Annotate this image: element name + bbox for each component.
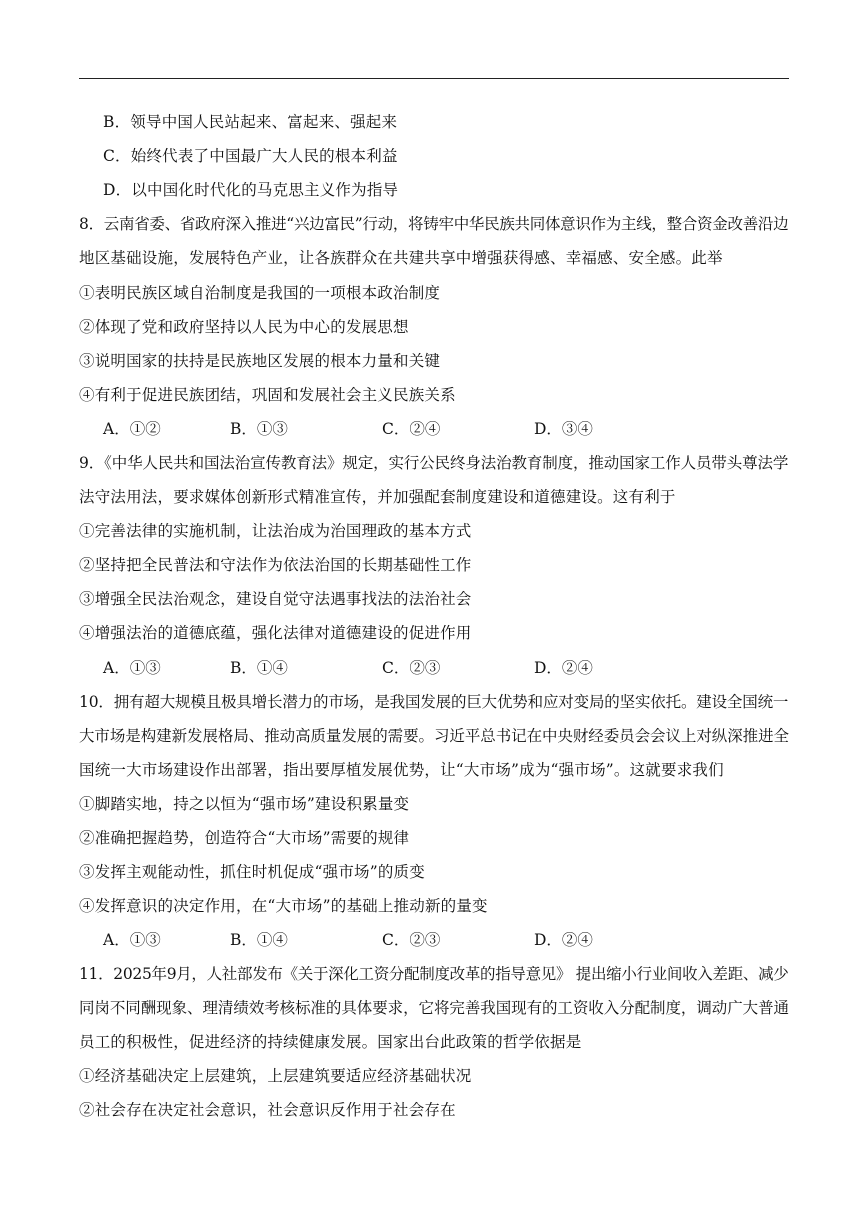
q9-stem-line-1: 9．《中华人民共和国法治宣传教育法》规定，实行公民终身法治教育制度，推动国家工作人员带头尊法学: [79, 454, 789, 472]
q11-stem-line-1: 11．2025年9月，人社部发布《关于深化工资分配制度改革的指导意见》 提出缩小行业间收入差距、减少: [79, 965, 789, 983]
q8-choices: [0, 419, 868, 439]
q8-statement-4: ④有利于促进民族团结，巩固和发展社会主义民族关系: [79, 386, 456, 404]
q8-choice-c: C．②④: [382, 420, 441, 438]
q11-stem-line-2: 同岗不同酬现象、理清绩效考核标准的具体要求，它将完善我国现有的工资收入分配制度，调动广大普通: [79, 999, 789, 1017]
q9-statement-2: ②坚持把全民普法和守法作为依法治国的长期基础性工作: [79, 556, 472, 574]
q7-option-c: C．始终代表了中国最广大人民的根本利益: [103, 147, 398, 165]
q8-choice-a: A．①②: [103, 420, 161, 438]
q7-option-d: D．以中国化时代化的马克思主义作为指导: [103, 181, 399, 199]
q9-choice-c: C．②③: [382, 659, 441, 677]
q8-stem-line-1: 8．云南省委、省政府深入推进“兴边富民”行动，将铸牢中华民族共同体意识作为主线，整合资金改善沿边: [79, 215, 789, 233]
q9-statement-4: ④增强法治的道德底蕴，强化法律对道德建设的促进作用: [79, 624, 472, 642]
q9-choices: [0, 658, 868, 678]
q10-choices: [0, 930, 868, 950]
q8-stem-line-2: 地区基础设施，发展特色产业，让各族群众在共建共享中增强获得感、幸福感、安全感。此举: [79, 249, 723, 267]
q10-statement-4: ④发挥意识的决定作用，在“大市场”的基础上推动新的量变: [79, 897, 488, 915]
q10-stem-line-1: 10．拥有超大规模且极具增长潜力的市场，是我国发展的巨大优势和应对变局的坚实依托。建设全国统一: [79, 693, 789, 711]
q8-choice-d: D．③④: [534, 420, 593, 438]
q8-choice-b: B．①③: [230, 420, 288, 438]
q8-statement-3: ③说明国家的扶持是民族地区发展的根本力量和关键: [79, 352, 441, 370]
q10-choice-c: C．②③: [382, 931, 441, 949]
q8-statement-1: ①表明民族区域自治制度是我国的一项根本政治制度: [79, 284, 441, 302]
q10-statement-3: ③发挥主观能动性，抓住时机促成“强市场”的质变: [79, 863, 425, 881]
q9-choice-a: A．①③: [103, 659, 161, 677]
q9-stem-line-2: 法守法用法，要求媒体创新形式精准宣传，并加强配套制度建设和道德建设。这有利于: [79, 488, 676, 506]
q10-statement-1: ①脚踏实地，持之以恒为“强市场”建设积累量变: [79, 795, 410, 813]
q9-statement-3: ③增强全民法治观念，建设自觉守法遇事找法的法治社会: [79, 590, 472, 608]
q10-statement-2: ②准确把握趋势，创造符合“大市场”需要的规律: [79, 829, 410, 847]
q9-statement-1: ①完善法律的实施机制，让法治成为治国理政的基本方式: [79, 522, 472, 540]
q10-choice-d: D．②④: [534, 931, 593, 949]
q9-choice-d: D．②④: [534, 659, 593, 677]
q10-stem-line-3: 国统一大市场建设作出部署，指出要厚植发展优势，让“大市场”成为“强市场”。这就要求我们: [79, 761, 724, 779]
header-rule: [79, 78, 789, 79]
q8-statement-2: ②体现了党和政府坚持以人民为中心的发展思想: [79, 318, 409, 336]
q10-choice-b: B．①④: [230, 931, 288, 949]
q11-statement-2: ②社会存在决定社会意识，社会意识反作用于社会存在: [79, 1101, 456, 1119]
q7-option-b: B．领导中国人民站起来、富起来、强起来: [103, 113, 398, 131]
q10-choice-a: A．①③: [103, 931, 161, 949]
q10-stem-line-2: 大市场是构建新发展格局、推动高质量发展的需要。习近平总书记在中央财经委员会会议上对纵深推进全: [79, 727, 789, 745]
q11-statement-1: ①经济基础决定上层建筑，上层建筑要适应经济基础状况: [79, 1067, 472, 1085]
q11-stem-line-3: 员工的积极性，促进经济的持续健康发展。国家出台此政策的哲学依据是: [79, 1033, 582, 1051]
q9-choice-b: B．①④: [230, 659, 288, 677]
